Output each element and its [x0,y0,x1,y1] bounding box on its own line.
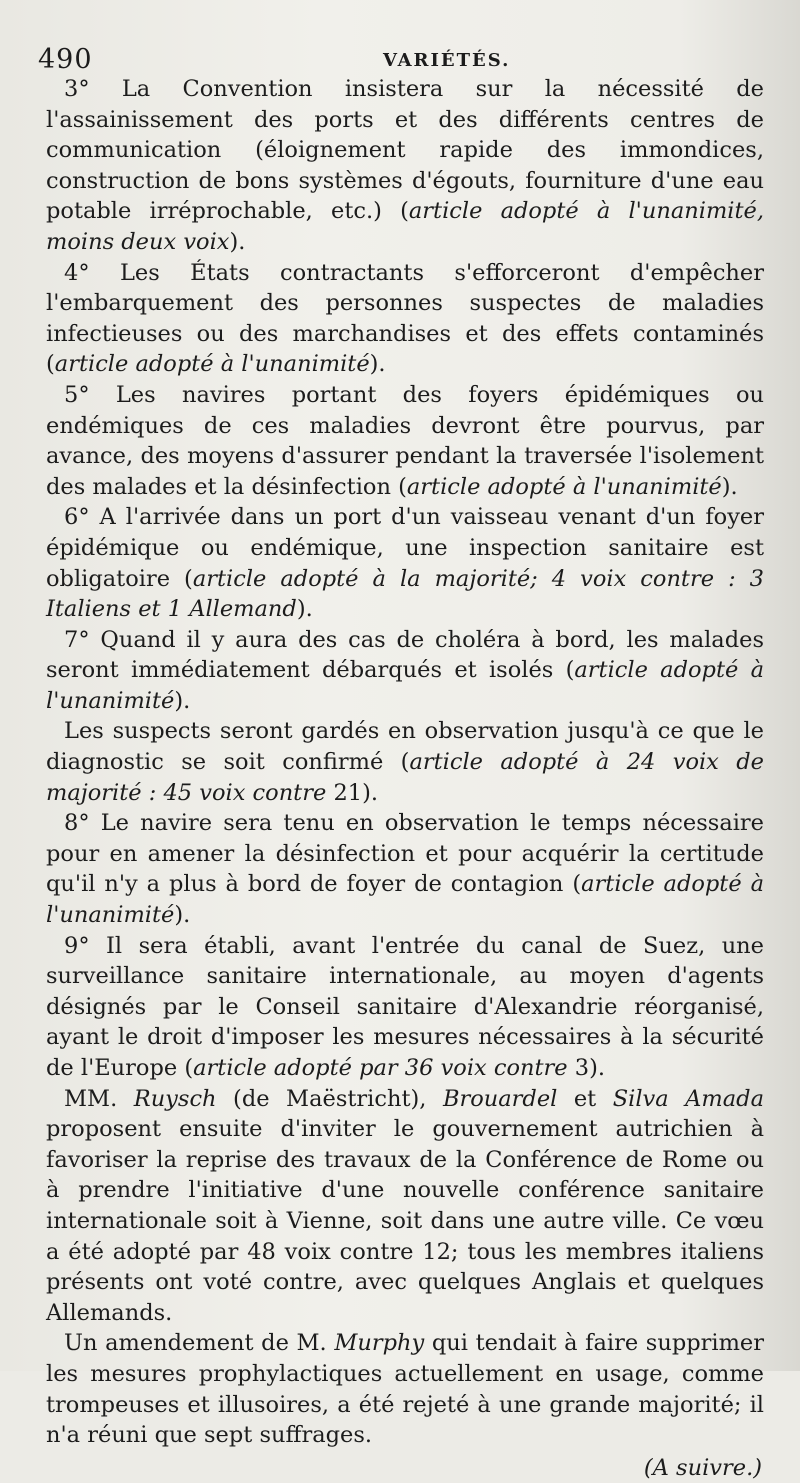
italic-run: article adopté à l'unanimité [46,871,764,929]
paragraph [46,808,764,930]
text-run: ). [369,351,386,378]
to-be-continued-text: (A suivre.) [643,1454,762,1481]
text-run: proposent ensuite d'inviter le gouvernement autrichien à favoriser la reprise des travaux de la Conférence de Rome ou à prendre l'initiative d'une nouvelle conférence sanitaire internationale soit à Vienne, soit dans une autre ville. Ce vœu a été adopté par 48 voix contre 12; tous les membres italiens présents ont voté contre, avec quelques Anglais et quelques Allemands. [46,1116,764,1326]
paragraph [46,1084,764,1329]
text-run: ). [229,228,246,255]
paragraph [46,502,764,624]
paragraph [46,716,764,808]
page-body [46,74,764,1483]
text-run: ). [721,473,738,500]
text-run: (de Maëstricht), [216,1085,443,1112]
paragraph [46,74,764,258]
page-number: 490 [38,44,93,75]
italic-run: article adopté par 36 voix contre [193,1055,568,1081]
page-header [38,44,770,74]
italic-run: article adopté à 24 voix de majorité : 45 voix contre [46,749,764,806]
text-run: Les suspects seront gardés en observation jusqu'à ce que le diagnostic se soit confirmé ( [46,718,764,776]
text-run: 6° A l'arrivée dans un port d'un vaisseau venant d'un foyer épidémique ou endémique, une inspection sanitaire est obligatoire ( [46,504,764,592]
text-run: ). [296,596,313,623]
italic-run: Murphy [334,1330,425,1357]
italic-run: Ruysch [133,1085,217,1112]
text-run: 8° Le navire sera tenu en observation le temps nécessaire pour en amener la désinfection et pour acquérir la certitude qu'il n'y a plus à bord de foyer de contagion ( [46,810,764,898]
text-run: MM. [64,1085,134,1112]
text-run: et [557,1085,613,1112]
text-run: 21). [326,779,379,806]
text-run: ). [174,687,191,714]
paragraph [46,625,764,717]
paragraph [46,258,764,380]
text-run: 7° Quand il y aura des cas de choléra à bord, les malades seront immédiatement débarqués et isolés ( [46,626,764,684]
text-run: Un amendement de M. [64,1330,335,1357]
to-be-continued-note [46,1453,764,1483]
paragraph [46,1328,764,1450]
italic-run: Silva Amada [612,1085,764,1112]
text-run: qui tendait à faire supprimer les mesures prophylactiques actuellement en usage, comme trompeuses et illusoires, a été rejeté à une grande majorité; il n'a réuni que sept suffrages. [46,1330,764,1449]
italic-run: article adopté à l'unanimité, moins deux voix [46,198,764,255]
paragraph [46,931,764,1084]
text-run: 3° La Convention insistera sur la nécessité de l'assainissement des ports et des différents centres de communication (éloignement rapide des immondices, construction de bons systèmes d'égouts, fourniture d'une eau potable irréprochable, etc.) ( [46,76,764,225]
italic-run: article adopté à l'unanimité [46,657,764,714]
text-run: 3). [567,1055,606,1081]
text-run: 9° Il sera établi, avant l'entrée du canal de Suez, une surveillance sanitaire internationale, au moyen d'agents désignés par le Conseil sanitaire d'Alexandrie réorganisé, ayant le droit d'imposer les mesures nécessaires à la sécurité de l'Europe ( [46,932,764,1081]
paragraph-list [46,74,764,1451]
italic-run: article adopté à l'unanimité [54,351,370,378]
text-run: 5° Les navires portant des foyers épidémiques ou endémiques de ces maladies devront être pourvus, par avance, des moyens d'assurer pendant la traversée l'isolement des malades et la désinfection ( [46,381,764,500]
italic-run: article adopté à la majorité; 4 voix contre : 3 Italiens et 1 Allemand [46,565,764,623]
text-run: 4° Les États contractants s'efforceront d'empêcher l'embarquement des personnes suspectes de maladies infectieuses ou des marchandises et des effets contaminés ( [46,259,764,378]
text-run: ). [174,902,191,929]
italic-run: Brouardel [442,1085,558,1112]
paragraph [46,380,764,502]
italic-run: article adopté à l'unanimité [406,473,722,500]
running-title: VARIÉTÉS. [383,50,511,71]
